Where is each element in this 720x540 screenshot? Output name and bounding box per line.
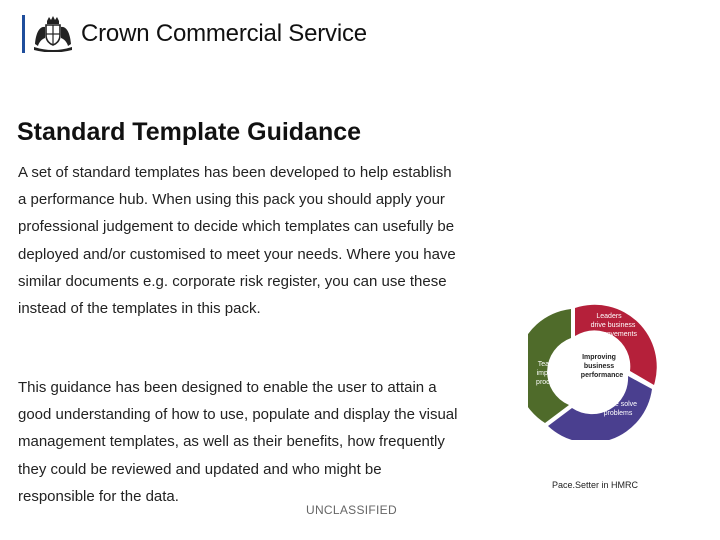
org-name: Crown Commercial Service: [81, 20, 367, 47]
leaders-line-3: improvements: [593, 331, 637, 338]
diagram-caption: Pace.Setter in HMRC: [552, 480, 639, 490]
leaders-line-1: Leaders: [596, 313, 622, 320]
center-line-1: Improving: [582, 354, 616, 361]
royal-crest-icon: [33, 16, 73, 52]
svg-text:Teams improve processe: [536, 361, 568, 386]
svg-text:Improving business per: [581, 354, 624, 379]
center-line-2: business: [583, 363, 615, 370]
classification-label: UNCLASSIFIED: [306, 503, 397, 517]
page-title: Standard Template Guidance: [17, 118, 362, 146]
people-line-1: People solve: [596, 401, 638, 408]
brand-header: [22, 14, 367, 54]
teams-line-3: processes: [536, 379, 568, 386]
leaders-line-2: drive business: [590, 322, 636, 329]
brand-bar: [22, 15, 25, 53]
guidance-paragraph: This guidance has been designed to enable the user to attain a good understanding of how to use, populate and display the visual management templates, as well as their benefits, how frequently they could be reviewed and updated and who might be responsible for the data.: [18, 379, 458, 505]
intro-paragraph: A set of standard templates has been developed to help establish a performance hub. When using this pack you should apply your professional judgement to decide which templates can usefully be deployed and/or customised to meet your needs. Where you have similar documents e.g. corporate risk register, you can use these instead of the templates in this pack.: [18, 164, 456, 318]
teams-line-1: Teams: [537, 361, 559, 368]
center-line-3: performance: [580, 372, 624, 379]
teams-line-2: improve: [536, 370, 562, 377]
people-line-2: problems: [603, 410, 633, 417]
improvement-cycle-diagram: [528, 302, 658, 440]
